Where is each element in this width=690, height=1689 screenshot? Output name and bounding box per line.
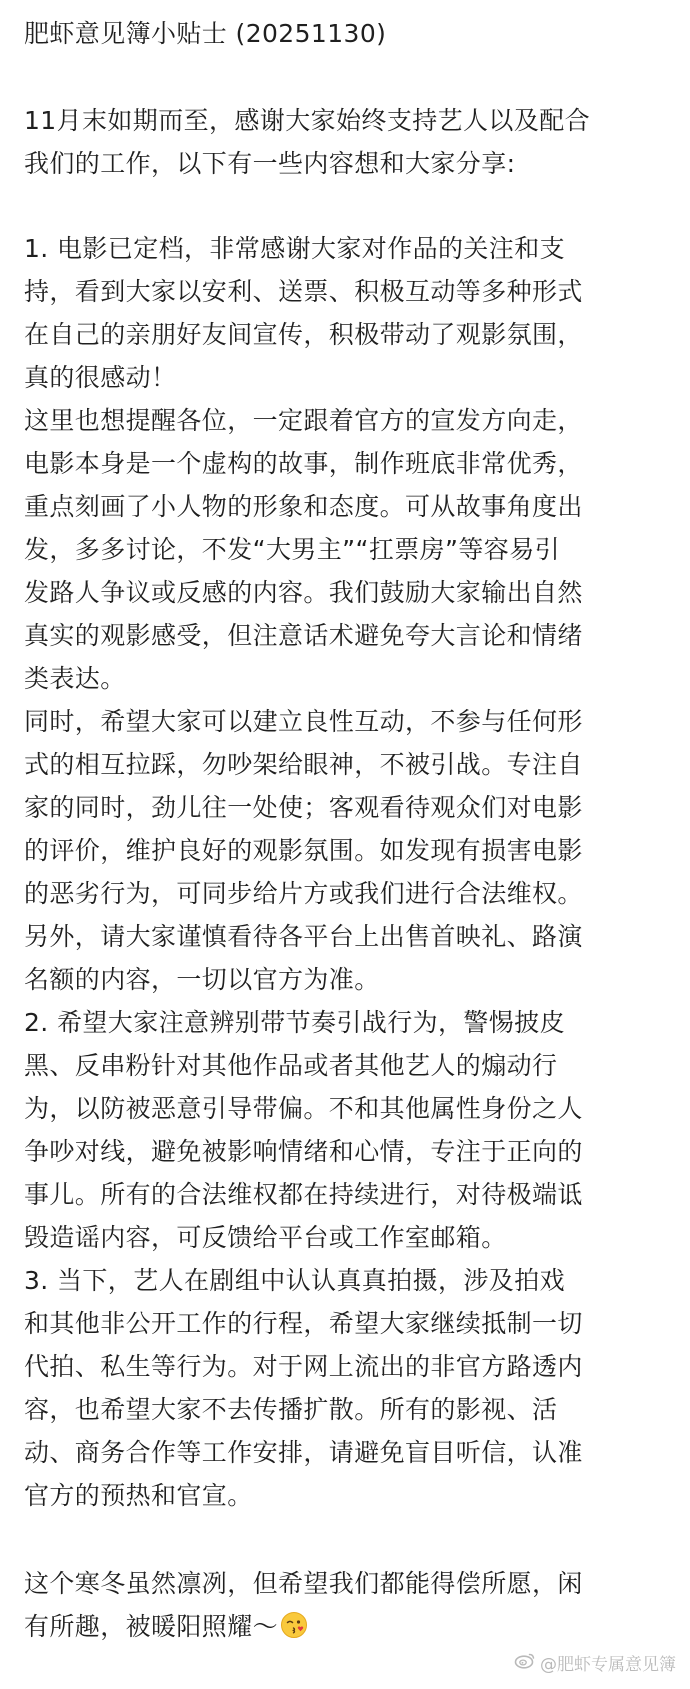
- intro-line: 11月末如期而至，感谢大家始终支持艺人以及配合: [24, 106, 591, 135]
- body-line: 发，多多讨论，不发“大男主”“扛票房”等容易引: [24, 535, 561, 564]
- body-line: 动、商务合作等工作安排，请避免盲目听信，认准: [24, 1438, 583, 1467]
- body-line: 毁造谣内容，可反馈给平台或工作室邮箱。: [24, 1223, 507, 1252]
- body-line: 为，以防被恶意引导带偏。不和其他属性身份之人: [24, 1094, 583, 1123]
- body-line: 的评价，维护良好的观影氛围。如发现有损害电影: [24, 836, 583, 865]
- body-line: 和其他非公开工作的行程，希望大家继续抵制一切: [24, 1309, 583, 1338]
- body-line: 官方的预热和官宣。: [24, 1481, 253, 1510]
- closing-line: 这个寒冬虽然凛冽，但希望我们都能得偿所愿，闲: [24, 1569, 583, 1598]
- body-line: 2. 希望大家注意辨别带节奏引战行为，警惕披皮: [24, 1008, 566, 1037]
- body-line: 重点刻画了小人物的形象和态度。可从故事角度出: [24, 492, 583, 521]
- body-line: 另外，请大家谨慎看待各平台上出售首映礼、路演: [24, 922, 583, 951]
- body-line: 式的相互拉踩，勿吵架给眼神，不被引战。专注自: [24, 750, 583, 779]
- body-line: 电影本身是一个虚构的故事，制作班底非常优秀，: [24, 449, 583, 478]
- closing-line-wrap: [24, 1609, 308, 1649]
- body-line: 家的同时，劲儿往一处使；客观看待观众们对电影: [24, 793, 583, 822]
- body-line: 黑、反串粉针对其他作品或者其他艺人的煽动行: [24, 1051, 558, 1080]
- closing-line: 有所趣，被暖阳照耀～: [24, 1612, 279, 1641]
- body-line: 真实的观影感受，但注意话术避免夸大言论和情绪: [24, 621, 583, 650]
- body-line: 这里也想提醒各位，一定跟着官方的宣发方向走，: [24, 406, 583, 435]
- document-title: 肥虾意见簿小贴士 (20251130): [24, 19, 387, 48]
- body-line: 持，看到大家以安利、送票、积极互动等多种形式: [24, 277, 583, 306]
- body-line: 3. 当下，艺人在剧组中认认真真拍摄，涉及拍戏: [24, 1266, 566, 1295]
- body-line: 事儿。所有的合法维权都在持续进行，对待极端诋: [24, 1180, 583, 1209]
- body-line: 发路人争议或反感的内容。我们鼓励大家输出自然: [24, 578, 583, 607]
- body-line: 1. 电影已定档，非常感谢大家对作品的关注和支: [24, 234, 566, 263]
- watermark-text: @肥虾专属意见簿: [540, 1655, 676, 1675]
- body-line: 真的很感动！: [24, 363, 177, 392]
- body-line: 争吵对线，避免被影响情绪和心情，专注于正向的: [24, 1137, 583, 1166]
- body-line: 的恶劣行为，可同步给片方或我们进行合法维权。: [24, 879, 583, 908]
- body-line: 类表达。: [24, 664, 126, 693]
- weibo-icon: [514, 1651, 536, 1674]
- kissing-face-emoji-icon: [280, 1611, 308, 1649]
- body-line: 名额的内容，一切以官方为准。: [24, 965, 380, 994]
- body-line: 同时，希望大家可以建立良性互动，不参与任何形: [24, 707, 583, 736]
- intro-line: 我们的工作，以下有一些内容想和大家分享:: [24, 149, 516, 178]
- body-line: 在自己的亲朋好友间宣传，积极带动了观影氛围，: [24, 320, 583, 349]
- body-line: 容，也希望大家不去传播扩散。所有的影视、活: [24, 1395, 558, 1424]
- watermark: [514, 1650, 676, 1675]
- body-line: 代拍、私生等行为。对于网上流出的非官方路透内: [24, 1352, 583, 1381]
